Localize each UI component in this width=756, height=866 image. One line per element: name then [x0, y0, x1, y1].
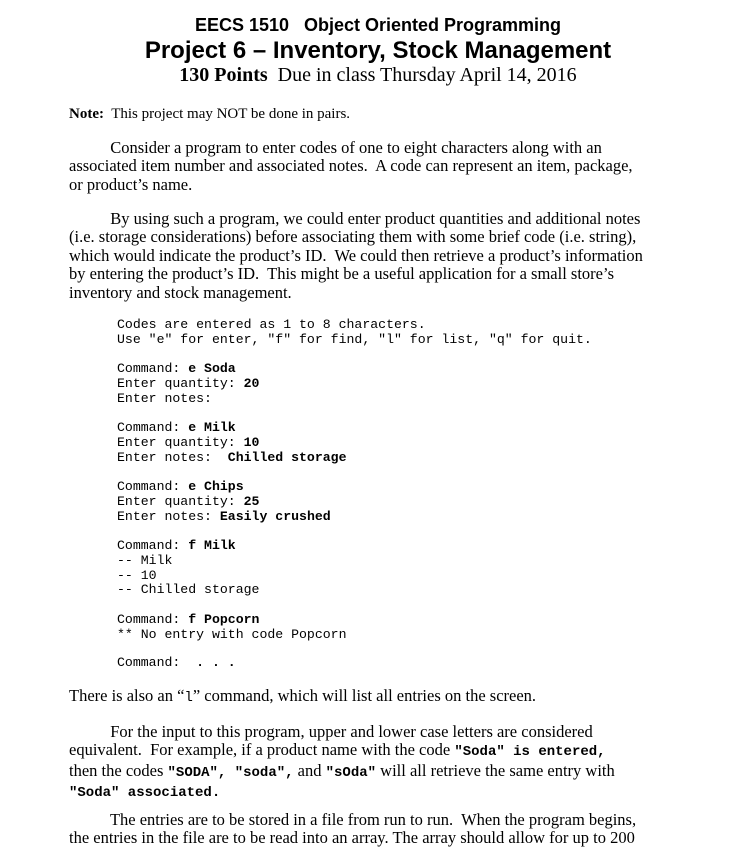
text: and [293, 760, 326, 780]
project-title: Project 6 – Inventory, Stock Management [144, 37, 612, 64]
paragraph-4 [69, 723, 615, 803]
paragraph-3 [69, 687, 536, 707]
code-line [117, 362, 259, 377]
code-block-find-milk [117, 539, 259, 598]
prompt: Enter notes: [117, 508, 220, 524]
prompt: Enter notes: [117, 390, 212, 406]
paragraph-line: For the input to this program, upper and lower case letters are considered [69, 722, 593, 741]
prompt: Enter notes: [117, 449, 228, 465]
code-block-chips [117, 480, 331, 524]
note-text: This project may NOT be done in pairs. [103, 106, 351, 122]
code-output: -- Milk [117, 552, 173, 568]
code-block-soda [117, 362, 259, 406]
paragraph-line [69, 762, 615, 782]
paragraph-line: or product’s name. [69, 174, 193, 194]
prompt: Command: [117, 538, 189, 553]
user-input: Easily crushed [219, 508, 331, 524]
code-line: Use "e" for enter, "f" for find, "l" for list, "q" for quit. [117, 331, 592, 347]
note [69, 106, 350, 123]
user-input: e Milk [188, 420, 236, 435]
user-input: Chilled storage [227, 449, 347, 465]
prompt: Command: [117, 612, 189, 627]
prompt: Enter quantity: [117, 375, 244, 391]
inline-code: "sOda" [325, 764, 377, 781]
prompt: Command: [117, 655, 189, 670]
code-line [117, 421, 347, 436]
paragraph-line: Consider a program to enter codes of one to eight characters along with an [69, 138, 602, 157]
code-block-milk [117, 421, 347, 465]
inline-code: "Soda" associated. [69, 785, 221, 802]
inline-code: "Soda" is entered, [454, 744, 606, 761]
paragraph-line: the entries in the file are to be read into an array. The array should allow for up to 200 [69, 828, 635, 848]
paragraph-line [69, 741, 615, 761]
text: equivalent. For example, if a product name with the code [69, 740, 455, 760]
paragraph-line: (i.e. storage considerations) before associating them with some brief code (i.e. string), [69, 227, 637, 247]
paragraph-line: The entries are to be stored in a file from run to run. When the program begins, [69, 810, 637, 829]
project-points-due [0, 64, 756, 87]
paragraph-5 [69, 811, 636, 848]
prompt: Command: [117, 361, 189, 376]
user-input: f Popcorn [188, 612, 260, 627]
prompt: Enter quantity: [117, 493, 244, 509]
code-block-last [117, 656, 236, 671]
code-block-find-popcorn [117, 613, 347, 643]
text: then the codes [69, 760, 168, 780]
prompt: Enter quantity: [117, 434, 244, 450]
code-output: -- 10 [117, 567, 157, 583]
paragraph-line [69, 782, 615, 802]
code-output: ** No entry with code Popcorn [117, 626, 347, 642]
user-input: . . . [188, 655, 236, 670]
code-intro [117, 318, 592, 348]
user-input: f Milk [188, 538, 236, 553]
paragraph-line: inventory and stock management. [69, 282, 292, 302]
text: There is also an “ [69, 686, 185, 705]
points: 130 Points [179, 64, 268, 86]
user-input: 10 [243, 434, 260, 450]
course-title: EECS 1510 Object Oriented Programming [194, 15, 562, 35]
paragraph-line: By using such a program, we could enter product quantities and additional notes [69, 209, 641, 228]
code-line [117, 392, 259, 407]
user-input: e Chips [188, 479, 244, 494]
code-line: Codes are entered as 1 to 8 characters. [117, 317, 426, 332]
user-input: 25 [243, 493, 260, 509]
paragraph-line: by entering the product’s ID. This might be a useful application for a small store’s [69, 264, 614, 284]
user-input: e Soda [188, 361, 236, 376]
note-label: Note: [69, 106, 104, 122]
due-date: Due in class Thursday April 14, 2016 [267, 64, 577, 86]
code-line [117, 539, 259, 554]
code-line [117, 613, 347, 628]
code-line [117, 451, 347, 466]
code-line [117, 436, 347, 451]
code-output: -- Chilled storage [117, 582, 260, 598]
code-line [117, 480, 331, 495]
paragraph-1 [69, 139, 633, 194]
text: ” command, which will list all entries on the screen. [192, 686, 537, 705]
inline-code: l [184, 690, 193, 706]
code-line [117, 656, 236, 671]
code-line [117, 495, 331, 510]
code-line [117, 510, 331, 525]
prompt: Command: [117, 420, 189, 435]
paragraph-line: associated item number and associated notes. A code can represent an item, package, [69, 156, 633, 176]
text: will all retrieve the same entry with [376, 760, 615, 780]
code-line [117, 377, 259, 392]
user-input: 20 [243, 375, 260, 391]
prompt: Command: [117, 479, 189, 494]
paragraph-2 [69, 210, 643, 302]
inline-code: "SODA", "soda", [167, 764, 294, 781]
paragraph-line: which would indicate the product’s ID. We could then retrieve a product’s information [69, 245, 643, 265]
